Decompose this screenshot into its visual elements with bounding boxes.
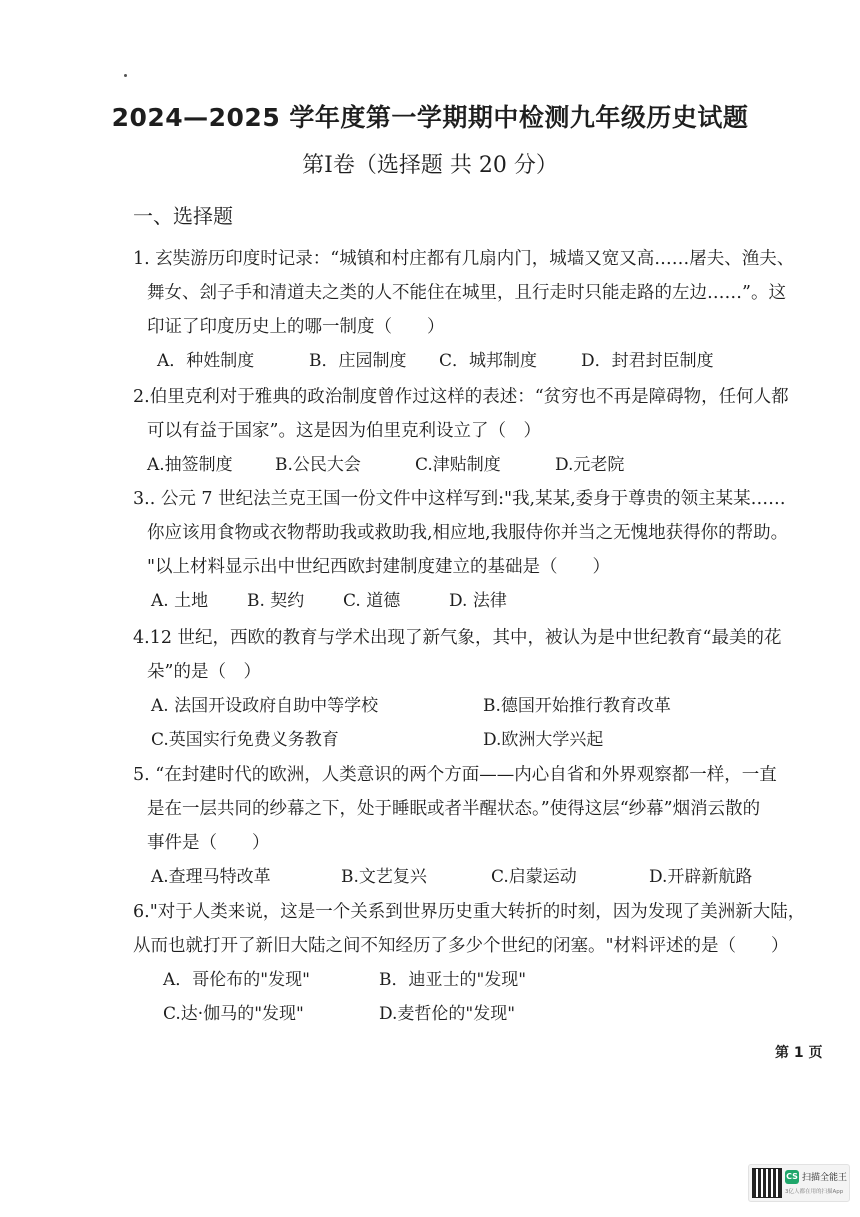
question-2-options — [133, 448, 789, 482]
watermark-tagline: 3亿人都在用的扫描App — [785, 1189, 844, 1195]
question-1-line-2: 舞女、刽子手和清道夫之类的人不能住在城里，且行走时只能走路的左边……”。这 — [147, 283, 786, 303]
qr-code-icon — [753, 1169, 781, 1197]
option-d: D．封君封臣制度 — [581, 351, 714, 371]
option-a: A. 法国开设政府自助中等学校 — [151, 696, 379, 716]
option-b: B．庄园制度 — [309, 351, 407, 371]
question-6 — [133, 895, 805, 1031]
question-5-options — [133, 860, 777, 894]
question-2-line-1: 2.伯里克利对于雅典的政治制度曾作过这样的表述：“贫穷也不再是障碍物，任何人都 — [133, 387, 789, 407]
option-c: C.津贴制度 — [415, 455, 501, 475]
question-4-options-row-2 — [133, 723, 781, 757]
option-b: B.文艺复兴 — [341, 867, 427, 887]
question-6-line-2: 从而也就打开了新旧大陆之间不知经历了多少个世纪的闭塞。"材料评述的是（ ） — [133, 936, 789, 956]
option-a: A.查理马特改革 — [151, 867, 271, 887]
option-d: D.欧洲大学兴起 — [483, 730, 604, 750]
option-c: C.启蒙运动 — [491, 867, 577, 887]
question-4-options-row-1 — [133, 689, 781, 723]
option-c: C. 道德 — [343, 591, 401, 611]
option-c: C.英国实行免费义务教育 — [151, 730, 339, 750]
question-2 — [133, 380, 789, 482]
page-number: 第 1 页 — [775, 1045, 823, 1061]
section-heading: 一、选择题 — [133, 204, 233, 228]
option-c: C．城邦制度 — [439, 351, 538, 371]
question-3-options — [133, 584, 788, 618]
option-b: B．迪亚士的"发现" — [379, 970, 527, 990]
question-1-line-1: 1. 玄奘游历印度时记录：“城镇和村庄都有几扇内门，城墙又宽又高……屠夫、渔夫、 — [133, 249, 795, 269]
option-a: A. 土地 — [151, 591, 209, 611]
option-b: B.德国开始推行教育改革 — [483, 696, 671, 716]
question-5 — [133, 758, 777, 894]
question-1 — [133, 242, 794, 378]
question-4-line-2: 朵”的是（ ） — [147, 662, 261, 682]
question-1-line-3: 印证了印度历史上的哪一制度（ ） — [147, 317, 445, 337]
question-4 — [133, 621, 781, 757]
scanner-watermark — [748, 1164, 850, 1202]
option-d: D.麦哲伦的"发现" — [379, 1004, 516, 1024]
watermark-app-name: 扫描全能王 — [802, 1173, 848, 1183]
question-5-line-1: 5. “在封建时代的欧洲，人类意识的两个方面——内心自省和外界观察都一样，一直 — [133, 765, 777, 785]
question-5-line-2: 是在一层共同的纱幕之下，处于睡眠或者半醒状态。”使得这层“纱幕”烟消云散的 — [147, 799, 761, 819]
option-b: B. 契约 — [247, 591, 305, 611]
option-a: A.抽签制度 — [147, 455, 233, 475]
question-5-line-3: 事件是（ ） — [147, 833, 270, 853]
question-3-line-1: 3.. 公元 7 世纪法兰克王国一份文件中这样写到:"我,某某,委身于尊贵的领主某某…… — [133, 489, 786, 509]
exam-subtitle: 第Ⅰ卷（选择题 共 20 分） — [302, 153, 558, 178]
question-1-options — [133, 344, 794, 378]
question-6-options-row-1 — [133, 963, 805, 997]
question-3 — [133, 482, 788, 618]
option-a: A．种姓制度 — [157, 351, 255, 371]
camscanner-logo-icon: CS — [785, 1170, 799, 1184]
option-b: B.公民大会 — [275, 455, 361, 475]
option-d: D.元老院 — [555, 455, 625, 475]
exam-title: 2024—2025 学年度第一学期期中检测九年级历史试题 — [111, 103, 749, 132]
option-a: A．哥伦布的"发现" — [163, 970, 310, 990]
question-6-options-row-2 — [133, 997, 805, 1031]
question-6-line-1: 6."对于人类来说，这是一个关系到世界历史重大转折的时刻，因为发现了美洲新大陆， — [133, 902, 806, 922]
option-d: D. 法律 — [449, 591, 507, 611]
question-4-line-1: 4.12 世纪，西欧的教育与学术出现了新气象，其中，被认为是中世纪教育“最美的花 — [133, 628, 782, 648]
question-2-line-2: 可以有益于国家”。这是因为伯里克利设立了（ ） — [147, 421, 541, 441]
option-d: D.开辟新航路 — [649, 867, 753, 887]
option-c: C.达·伽马的"发现" — [163, 1004, 304, 1024]
question-3-line-3: "以上材料显示出中世纪西欧封建制度建立的基础是（ ） — [147, 557, 611, 577]
question-3-line-2: 你应该用食物或衣物帮助我或救助我,相应地,我服侍你并当之无愧地获得你的帮助。 — [147, 523, 789, 543]
scan-speck — [124, 74, 127, 77]
